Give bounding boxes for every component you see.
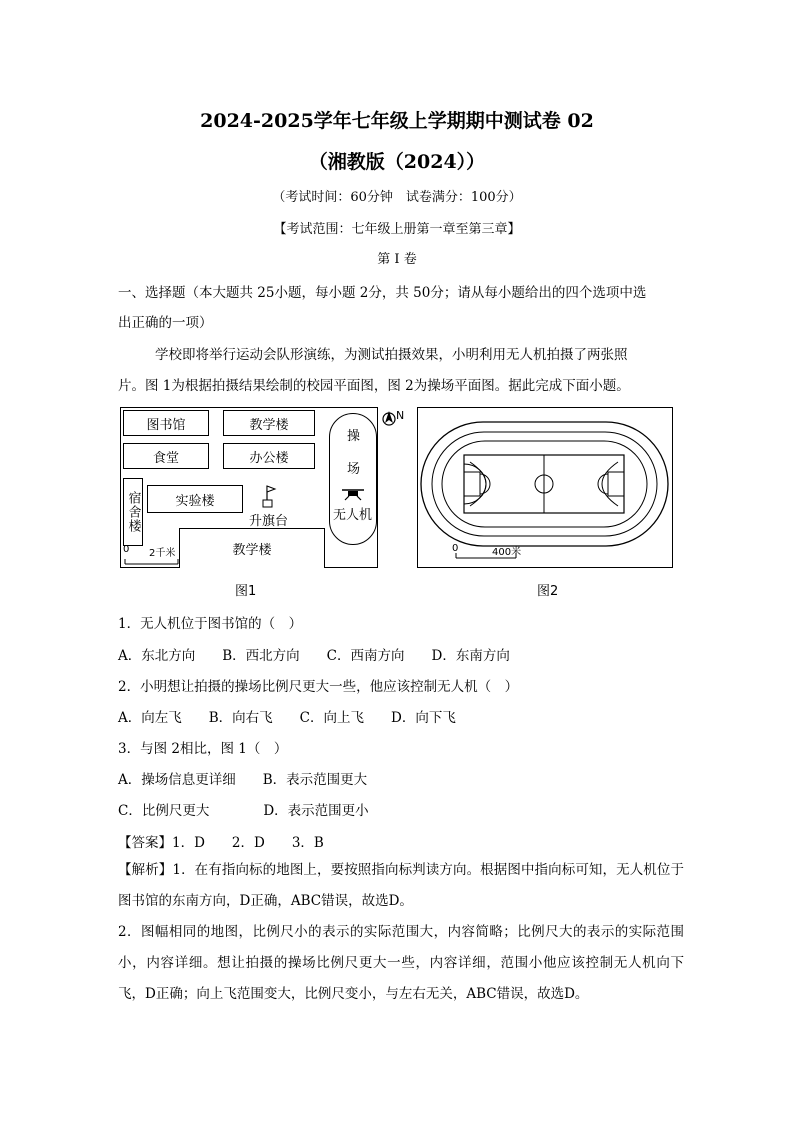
figure1-campus-map (120, 407, 378, 568)
drone-icon (340, 487, 366, 501)
canteen-label: 食堂 (152, 450, 179, 466)
lab-label: 实验楼 (175, 493, 215, 509)
flag-label: 升旗台 (249, 514, 289, 529)
intro-line1: 学校即将举行运动会队形演练，为测试拍摄效果，小明利用无人机拍摄了两张照 (155, 347, 628, 363)
paper-title: 2024-2025学年七年级上学期期中测试卷 02 (200, 110, 594, 132)
exam-info: （考试时间：60分钟 试卷满分：100分） (272, 190, 522, 205)
figure2-caption: 图2 (537, 584, 559, 599)
figure1-caption: 图1 (235, 584, 257, 599)
analysis-paragraph-1: 【解析】1．在有指向标的地图上，要按照指向标判读方向。根据图中指向标可知，无人机位于图书馆的东南方向，D正确，ABC错误，故选D。 (118, 862, 684, 909)
question-3-options-1: A．操场信息更详细 B．表示范围更大 (118, 772, 368, 788)
dorm-label: 宿舍楼 (125, 491, 141, 533)
office-block (223, 443, 315, 469)
drone-label: 无人机 (333, 508, 373, 523)
scale1-zero: 0 (123, 544, 130, 555)
answer-line: 【答案】1．D 2．D 3．B (118, 835, 324, 851)
section-heading-line2: 出正确的一项） (118, 315, 213, 331)
teaching-building-bottom (179, 528, 325, 568)
volume-label: 第 I 卷 (377, 252, 417, 267)
teaching-top-label: 教学楼 (249, 417, 289, 433)
scale1-value: 2千米 (149, 548, 176, 559)
library-label: 图书馆 (146, 417, 186, 433)
question-3-stem: 3．与图 2相比，图 1（ ） (118, 741, 288, 757)
scale2-value: 400米 (492, 547, 522, 558)
scale2-zero: 0 (452, 543, 459, 554)
lab-block (147, 485, 243, 513)
flag-icon (261, 484, 279, 510)
question-1-options: A．东北方向 B．西北方向 C．西南方向 D．东南方向 (118, 648, 510, 664)
analysis-paragraph-2: 2．图幅相同的地图，比例尺小的表示的实际范围大，内容简略；比例尺大的表示的实际范围小，内容详细。想让拍摄的操场比例尺更大一些，内容详细，范围小他应该控制无人机向下飞，D正确；向上飞范围变大，比例尺变小，与左右无关，ABC错误，故选D。 (118, 924, 684, 1002)
figure2-track-map (417, 407, 673, 568)
dorm-block (123, 478, 143, 546)
office-label: 办公楼 (249, 450, 289, 466)
teaching-building-top (223, 410, 315, 436)
field-label-2: 场 (347, 462, 361, 477)
question-2-stem: 2．小明想让拍摄的操场比例尺更大一些，他应该控制无人机（ ） (118, 679, 519, 695)
north-label: N (396, 409, 405, 422)
library-block (123, 410, 209, 436)
question-1-stem: 1．无人机位于图书馆的（ ） (118, 616, 303, 632)
section-heading-line1: 一、选择题（本大题共 25小题，每小题 2分，共 50分；请从每小题给出的四个选项中选 (118, 285, 647, 301)
field-label-1: 操 (347, 429, 361, 444)
paper-subtitle: （湘教版（2024）） (308, 151, 486, 173)
north-arrow-icon (381, 409, 409, 429)
canteen-block (123, 443, 209, 469)
teaching-bottom-label: 教学楼 (232, 543, 272, 558)
question-3-options-2: C．比例尺更大 D．表示范围更小 (118, 803, 369, 819)
exam-scope: 【考试范围：七年级上册第一章至第三章】 (273, 222, 521, 237)
intro-line2: 片。图 1为根据拍摄结果绘制的校园平面图，图 2为操场平面图。据此完成下面小题。 (118, 378, 630, 394)
question-2-options: A．向左飞 B．向右飞 C．向上飞 D．向下飞 (118, 710, 456, 726)
